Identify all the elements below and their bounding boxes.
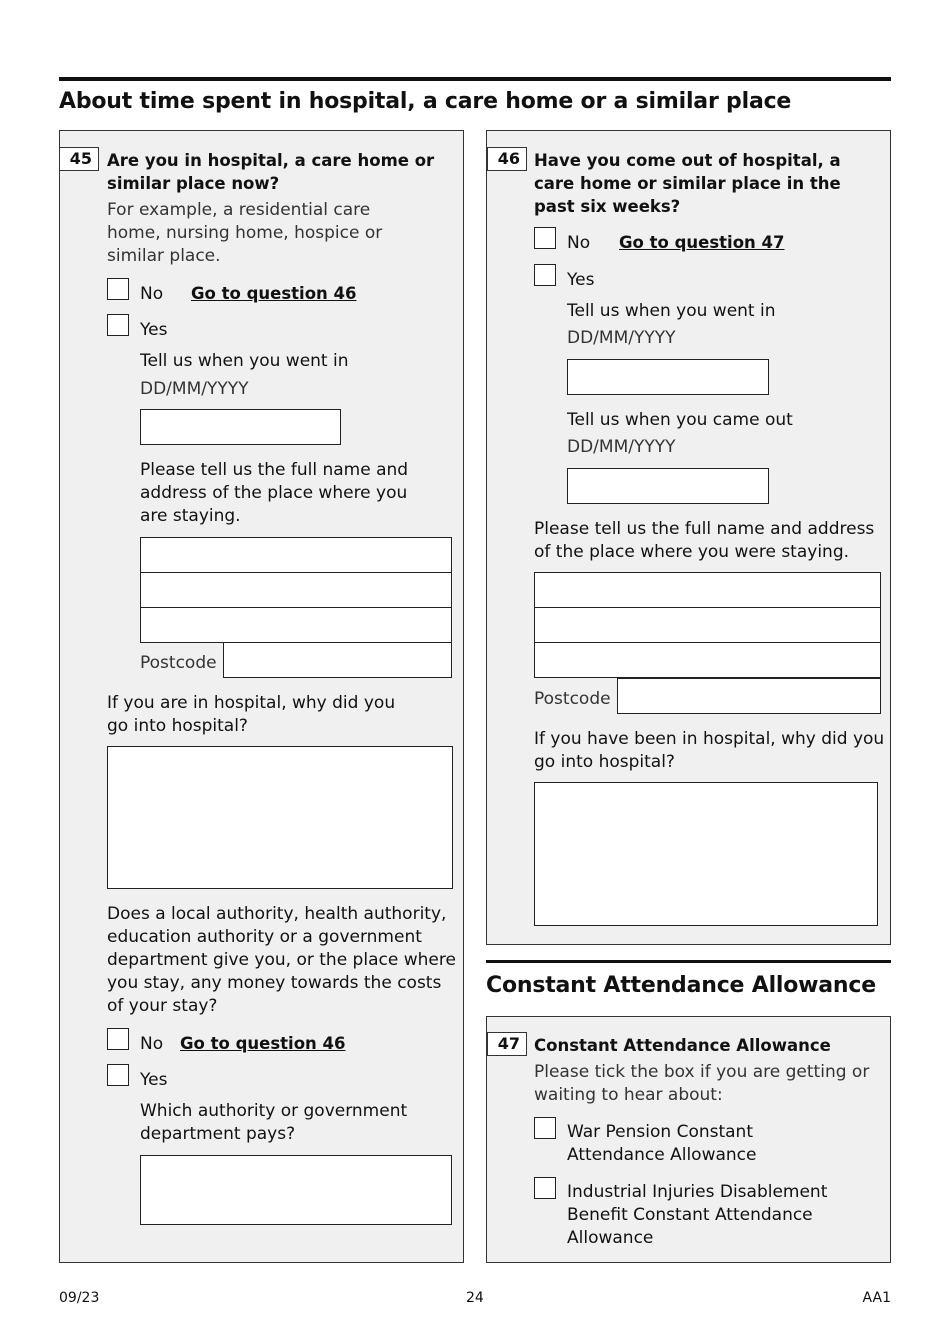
funding-prompt: Does a local authority, health authority, education authority or a government department give you, or the place where you stay, any money towards the costs of your stay? <box>107 904 456 1016</box>
q46-why-textarea[interactable] <box>534 782 878 926</box>
funding-yes-label: Yes <box>140 1070 168 1090</box>
q46-yes-checkbox[interactable] <box>534 264 556 286</box>
footer-form-code: AA1 <box>862 1290 891 1306</box>
went-in-label: Tell us when you went in <box>140 351 349 371</box>
funding-no-checkbox[interactable] <box>107 1028 129 1050</box>
q45-went-in-date-input[interactable] <box>140 409 341 445</box>
question-title: Are you in hospital, a care home or similar place now? <box>107 151 435 193</box>
came-out-label: Tell us when you came out <box>567 410 793 430</box>
funding-no-goto-link[interactable]: Go to question 46 <box>180 1034 346 1053</box>
postcode-label: Postcode <box>140 653 217 673</box>
industrial-injuries-checkbox[interactable] <box>534 1177 556 1199</box>
q45-yes-label: Yes <box>140 320 168 340</box>
date-format-hint: DD/MM/YYYY <box>567 437 676 457</box>
why-prompt: If you have been in hospital, why did you go into hospital? <box>534 729 885 772</box>
q46-address-line-3[interactable] <box>534 642 881 678</box>
section-title: About time spent in hospital, a care home or a similar place <box>59 89 792 114</box>
funding-no-label: No <box>140 1034 164 1054</box>
q46-address-line-2[interactable] <box>534 607 881 643</box>
q46-postcode-input[interactable] <box>617 678 881 714</box>
q45-why-textarea[interactable] <box>107 746 453 889</box>
address-prompt: Please tell us the full name and address of the place where you were staying. <box>534 519 875 562</box>
industrial-injuries-label: Industrial Injuries Disablement Benefit Constant Attendance Allowance <box>567 1182 828 1248</box>
q46-no-label: No <box>567 233 591 253</box>
q46-no-checkbox[interactable] <box>534 227 556 249</box>
q45-address-line-2[interactable] <box>140 572 452 608</box>
war-pension-checkbox[interactable] <box>534 1117 556 1139</box>
q46-came-out-date-input[interactable] <box>567 468 769 504</box>
authority-prompt: Which authority or government department pays? <box>140 1101 408 1144</box>
top-rule <box>59 77 891 81</box>
date-format-hint: DD/MM/YYYY <box>567 328 676 348</box>
footer-date: 09/23 <box>59 1290 100 1306</box>
q45-address-line-3[interactable] <box>140 607 452 643</box>
went-in-label: Tell us when you went in <box>567 301 776 321</box>
q45-no-goto-link[interactable]: Go to question 46 <box>191 284 357 303</box>
q46-went-in-date-input[interactable] <box>567 359 769 395</box>
q45-no-label: No <box>140 284 164 304</box>
footer-page-number: 24 <box>466 1290 484 1306</box>
section2-title: Constant Attendance Allowance <box>486 973 876 998</box>
q45-postcode-input[interactable] <box>223 642 452 678</box>
authority-input[interactable] <box>140 1155 452 1225</box>
funding-yes-checkbox[interactable] <box>107 1064 129 1086</box>
question-number: 45 <box>59 147 99 171</box>
address-prompt: Please tell us the full name and address of the place where you are staying. <box>140 460 409 526</box>
question-hint: Please tick the box if you are getting or waiting to hear about: <box>534 1062 870 1105</box>
question-number: 46 <box>487 147 527 171</box>
q46-no-goto-link[interactable]: Go to question 47 <box>619 233 785 252</box>
q46-yes-label: Yes <box>567 270 595 290</box>
question-number: 47 <box>487 1032 527 1056</box>
section2-rule <box>486 960 891 963</box>
q45-yes-checkbox[interactable] <box>107 314 129 336</box>
question-title: Constant Attendance Allowance <box>534 1036 831 1055</box>
question-title: Have you come out of hospital, a care home or similar place in the past six weeks? <box>534 151 841 216</box>
q45-no-checkbox[interactable] <box>107 278 129 300</box>
q45-address-line-1[interactable] <box>140 537 452 573</box>
q46-address-line-1[interactable] <box>534 572 881 608</box>
question-hint: For example, a residential care home, nursing home, hospice or similar place. <box>107 200 383 266</box>
date-format-hint: DD/MM/YYYY <box>140 379 249 399</box>
postcode-label: Postcode <box>534 689 611 709</box>
war-pension-label: War Pension Constant Attendance Allowance <box>567 1122 757 1165</box>
why-prompt: If you are in hospital, why did you go into hospital? <box>107 693 396 736</box>
